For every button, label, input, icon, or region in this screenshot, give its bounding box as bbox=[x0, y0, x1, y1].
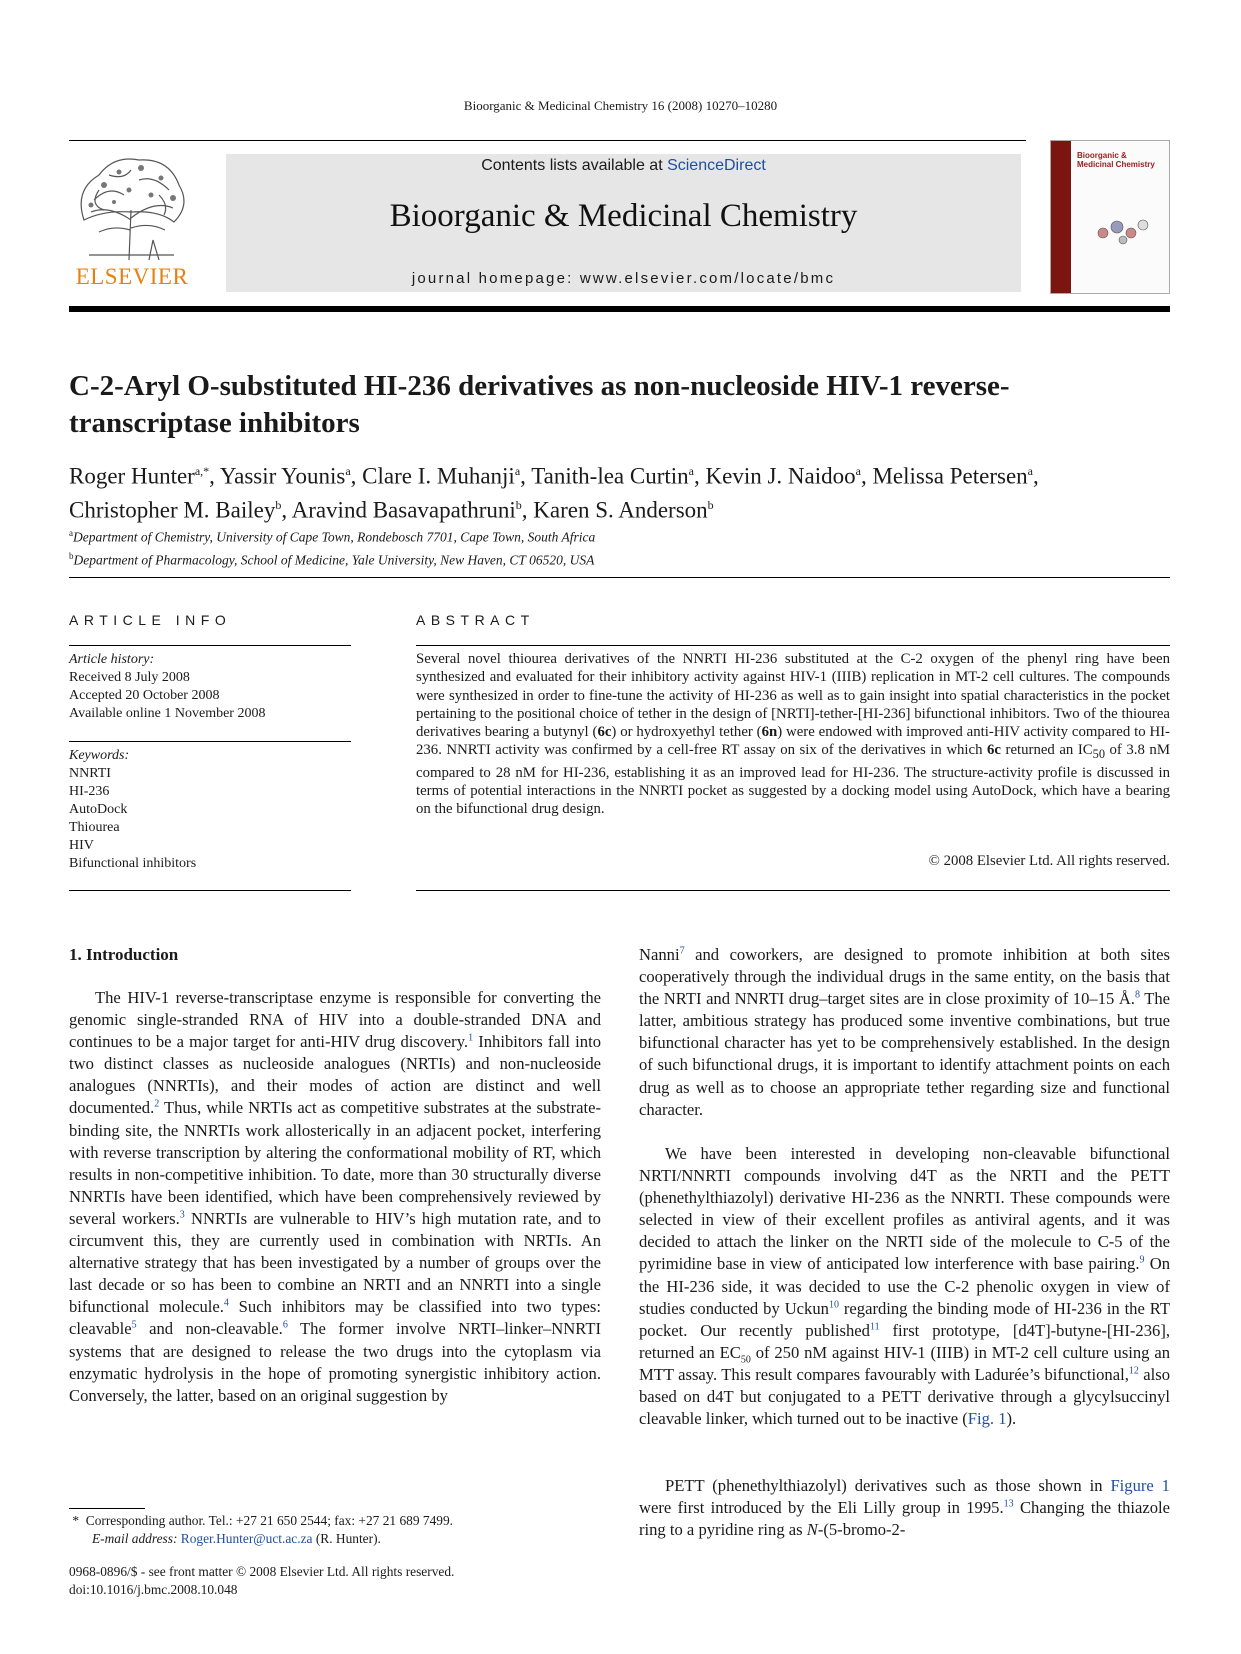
author-affiliation-marker: a,* bbox=[194, 464, 210, 478]
reference-link[interactable]: 4 bbox=[223, 1297, 229, 1309]
contents-prefix: Contents lists available at bbox=[481, 157, 668, 174]
reference-link[interactable]: 11 bbox=[869, 1321, 880, 1333]
reference-link[interactable]: 6 bbox=[282, 1319, 288, 1331]
text-span: NNRTIs are vulnerable to HIV’s high mutation rate, and to circumvent this, they are currently used in combination with NRTIs. An alternative strategy that has been investigated by a number of groups over the last decade or so has been to combine an NRTI and an NNRTI into a single bifunctional molecule. bbox=[69, 1208, 601, 1317]
abstract-span: ) or hydroxyethyl tether ( bbox=[611, 724, 762, 741]
email-suffix: (R. Hunter). bbox=[312, 1531, 381, 1546]
doi-line[interactable]: doi:10.1016/j.bmc.2008.10.048 bbox=[69, 1582, 238, 1597]
reference-link[interactable]: 9 bbox=[1139, 1254, 1145, 1266]
affiliation-text: Department of Pharmacology, School of Medicine, Yale University, New Haven, CT 06520, USA bbox=[73, 552, 595, 567]
author-name: Clare I. Muhanji bbox=[362, 463, 515, 489]
copyright-notice: © 2008 Elsevier Ltd. All rights reserved. bbox=[928, 853, 1170, 869]
reference-link[interactable]: 2 bbox=[154, 1098, 160, 1110]
affiliation-marker: b bbox=[69, 550, 74, 561]
contents-line bbox=[226, 157, 1021, 175]
keyword: NNRTI bbox=[69, 766, 111, 781]
author-separator: , bbox=[860, 463, 873, 489]
journal-homepage[interactable]: journal homepage: www.elsevier.com/locate/bmc bbox=[411, 270, 836, 287]
text-span: also based on d4T but conjugated to a PETT derivative through a glycylsuccinyl cleavable linker, which turned out to be inactive ( bbox=[639, 1364, 1170, 1429]
footnote-email-line bbox=[69, 1530, 609, 1548]
elsevier-tree-icon bbox=[69, 150, 195, 262]
author-name: Tanith-lea Curtin bbox=[531, 463, 689, 489]
history-label: Article history: bbox=[69, 652, 155, 667]
compound-label: 6c bbox=[987, 742, 1001, 759]
author-separator: , bbox=[350, 463, 363, 489]
author-affiliation-marker: a bbox=[345, 464, 351, 478]
issn-line: 0968-0896/$ - see front matter © 2008 Elsevier Ltd. All rights reserved. bbox=[69, 1564, 455, 1579]
author-name: Kevin J. Naidoo bbox=[705, 463, 856, 489]
affiliation-marker: a bbox=[69, 528, 73, 538]
email-link[interactable]: Roger.Hunter@uct.ac.za bbox=[180, 1531, 313, 1546]
author-affiliation-marker: a bbox=[514, 464, 521, 478]
text-span: and non-cleavable. bbox=[136, 1319, 283, 1339]
compound-label: 6c bbox=[597, 724, 612, 741]
text-span: PETT (phenethylthiazolyl) derivatives such as those shown in bbox=[665, 1476, 1111, 1495]
journal-masthead bbox=[226, 154, 1021, 292]
journal-citation: Bioorganic & Medicinal Chemistry 16 (2008) 10270–10280 bbox=[463, 98, 778, 113]
author-affiliation-marker: a bbox=[1027, 464, 1033, 478]
intro-column-2-para-1 bbox=[639, 944, 1170, 1121]
author-name: Aravind Basavapathruni bbox=[291, 497, 516, 523]
text-span: -(5-bromo-2- bbox=[817, 1520, 906, 1540]
author-affiliation-marker: a bbox=[855, 464, 861, 478]
reference-link[interactable]: 3 bbox=[179, 1209, 185, 1221]
text-span: first prototype, [d4T]-butyne-[HI-236], returned an EC bbox=[639, 1320, 1170, 1362]
author-affiliation-marker: b bbox=[515, 497, 522, 512]
elsevier-wordmark: ELSEVIER bbox=[75, 264, 189, 289]
text-span: and coworkers, are designed to promote inhibition at both sites cooperatively through the individual drugs in the same entity, on the basis that the NRTI and NNRTI drug–target sites are in close proximity of 10–15 Å. bbox=[639, 945, 1170, 1009]
abstract-heading: ABSTRACT bbox=[416, 612, 535, 628]
affiliation bbox=[69, 524, 1170, 547]
footnote-text: Corresponding author. Tel.: +27 21 650 2544; fax: +27 21 689 7499. bbox=[85, 1513, 454, 1528]
footnote-rule bbox=[69, 1508, 145, 1509]
affiliations bbox=[69, 524, 1170, 569]
abstract-span: of 3.8 nM compared to 28 nM for HI-236, establishing it as an improved lead for HI-236. The structure-activity profile is discussed in terms of potential interactions in the NNRTI pocket as suggested by a docking model using AutoDock, which have a bearing on the bifunctional drug design. bbox=[416, 742, 1170, 818]
introduction-heading: 1. Introduction bbox=[69, 945, 179, 964]
abstract-span: Several novel thiourea derivatives of the NNRTI HI-236 substituted at the C-2 oxygen of the phenyl ring have been synthesized and evaluated for their inhibitory activity against HIV-1 (IIIB) replication in MT-2 cell cultures. The compounds were synthesized in order to fine-tune the activity of HI-236 as well as to gain insight into spatial characteristics in the pocket pertaining to the positional choice of tether in the design of [NRTI]-tether-[HI-236] bifunctional inhibitors. Two of the thiourea derivatives bearing a butynyl ( bbox=[416, 651, 1170, 741]
reference-link[interactable]: 12 bbox=[1128, 1365, 1139, 1377]
footnote-line bbox=[69, 1512, 609, 1530]
text-span: Nanni bbox=[639, 945, 680, 964]
author-list bbox=[69, 457, 1170, 524]
elsevier-logo bbox=[69, 150, 195, 290]
reference-link[interactable]: 5 bbox=[131, 1319, 137, 1331]
text-span: regarding the binding mode of HI-236 in the RT pocket. Our recently published bbox=[639, 1298, 1170, 1340]
abstract-span: returned an IC bbox=[1001, 742, 1093, 759]
keywords bbox=[69, 747, 351, 873]
intro-column-1 bbox=[69, 987, 601, 1407]
author-separator: , bbox=[694, 463, 706, 489]
compound-label: 6n bbox=[761, 724, 778, 741]
text-span: The former involve NRTI–linker–NNRTI systems that are designed to release the two drugs into the cytoplasm via enzymatic hydrolysis in the hope of promoting synergistic inhibitory action. Conversely, the latter, based on an original suggestion by bbox=[69, 1319, 601, 1405]
text-span: We have been interested in developing non-cleavable bifunctional NRTI/NNRTI compounds involving d4T as the NRTI and the PETT (phenethylthiazolyl) derivative HI-236 as the NNRTI. These compounds were selected in view of their excellent profiles as antiviral agents, and it was decided to attach the linker on the NRTI side of the molecule to C-5 of the pyrimidine base in view of anticipated low interference with base pairing. bbox=[639, 1144, 1170, 1274]
article-info-rule bbox=[69, 645, 351, 646]
header-rule bbox=[69, 140, 1026, 141]
author-affiliation-marker: b bbox=[275, 497, 282, 512]
corresponding-author-footnote bbox=[69, 1512, 609, 1548]
article-info-rule bbox=[69, 890, 351, 891]
history-received: Received 8 July 2008 bbox=[69, 670, 190, 685]
author-separator: , bbox=[209, 463, 220, 489]
text-span: ). bbox=[1006, 1409, 1017, 1429]
journal-cover-thumbnail bbox=[1050, 140, 1170, 294]
history-accepted: Accepted 20 October 2008 bbox=[69, 688, 220, 703]
reference-link[interactable]: 13 bbox=[1003, 1498, 1014, 1510]
author-name: Karen S. Anderson bbox=[533, 497, 708, 523]
abstract-span: ) were endowed with improved anti-HIV activity compared to HI-236. NNRTI activity was confirmed by a cell-free RT assay on six of the derivatives in which bbox=[416, 724, 1170, 759]
subscript: 50 bbox=[740, 1354, 751, 1366]
article-info-heading: ARTICLE INFO bbox=[69, 612, 232, 628]
text-span: were first introduced by the Eli Lilly group in 1995. bbox=[639, 1498, 1004, 1518]
text-span: Changing the thiazole ring to a pyridine ring as bbox=[639, 1498, 1171, 1540]
italic-text: N bbox=[806, 1520, 818, 1540]
reference-link[interactable]: 8 bbox=[1134, 989, 1140, 1001]
author-affiliation-marker: a bbox=[688, 464, 694, 478]
author-separator: , bbox=[521, 497, 534, 523]
keyword: Thiourea bbox=[69, 820, 120, 835]
article-history bbox=[69, 651, 351, 723]
reference-link[interactable]: 1 bbox=[468, 1032, 474, 1044]
cover-spine bbox=[1051, 141, 1071, 293]
author-name: Melissa Petersen bbox=[872, 463, 1028, 489]
author-separator: , bbox=[1033, 463, 1039, 489]
abstract-rule bbox=[416, 645, 1170, 646]
reference-link[interactable]: 10 bbox=[828, 1299, 839, 1311]
author-separator: , bbox=[281, 497, 292, 523]
intro-column-2-para-3 bbox=[639, 1475, 1170, 1541]
section-rule bbox=[69, 577, 1170, 578]
text-span: Inhibitors fall into two distinct classes as nucleoside analogues (NRTIs) and non-nucleoside analogues (NNRTIs), and their modes of action are distinct and well documented. bbox=[69, 1032, 602, 1118]
issn-doi bbox=[69, 1563, 609, 1599]
keyword: Bifunctional inhibitors bbox=[69, 856, 197, 871]
text-span: The latter, ambitious strategy has produced some inventive combinations, but true bifunctional character has yet to be comprehensively established. In the design of such bifunctional drugs, it is important to identify attachment points on each drug as well as to choose an appropriate tether regarding size and functional character. bbox=[639, 989, 1170, 1119]
author-name: Christopher M. Bailey bbox=[69, 497, 276, 523]
article-title: C-2-Aryl O-substituted HI-236 derivatives as non-nucleoside HIV-1 reverse-transcriptase inhibitors bbox=[69, 370, 1010, 439]
author-name: Roger Hunter bbox=[69, 463, 195, 489]
cover-molecule-icon bbox=[1093, 213, 1155, 247]
keywords-label: Keywords: bbox=[69, 748, 130, 763]
author-affiliation-marker: b bbox=[707, 497, 714, 512]
footnote-marker: * bbox=[72, 1513, 80, 1528]
journal-name: Bioorganic & Medicinal Chemistry bbox=[389, 198, 858, 234]
email-label: E-mail address: bbox=[92, 1531, 178, 1546]
text-span: On the HI-236 side, it was decided to use the C-2 phenolic oxygen in view of studies conducted by Uckun bbox=[639, 1254, 1170, 1318]
affiliation-text: Department of Chemistry, University of Cape Town, Rondebosch 7701, Cape Town, South Africa bbox=[73, 529, 596, 545]
text-span: Thus, while NRTIs act as competitive substrates at the substrate-binding site, the NNRTIs work allosterically in an adjacent pocket, interfering with reverse transcription by altering the conformational mobility of RT, which results in non-competitive inhibition. To date, more than 30 structurally diverse NNRTIs have been identified, which have been comprehensively reviewed by several workers. bbox=[69, 1098, 601, 1228]
figure-link[interactable]: Fig. 1 bbox=[967, 1409, 1007, 1429]
affiliation bbox=[69, 547, 1170, 570]
article-info-rule bbox=[69, 741, 351, 742]
author-name: Yassir Younis bbox=[219, 463, 346, 489]
sciencedirect-link[interactable]: ScienceDirect bbox=[667, 157, 766, 174]
keyword: HIV bbox=[69, 838, 94, 853]
figure-link[interactable]: Figure 1 bbox=[1110, 1476, 1170, 1495]
subscript: 50 bbox=[1092, 747, 1105, 762]
keyword: AutoDock bbox=[69, 802, 128, 817]
cover-title: Bioorganic & Medicinal Chemistry bbox=[1077, 151, 1155, 169]
text-span: The HIV-1 reverse-transcriptase enzyme is responsible for converting the genomic single-stranded RNA of HIV into a double-stranded DNA and continues to be a major target for anti-HIV drug discovery. bbox=[69, 988, 601, 1052]
intro-column-2-para-2 bbox=[639, 1143, 1170, 1430]
author-separator: , bbox=[520, 463, 532, 489]
reference-link[interactable]: 7 bbox=[679, 945, 685, 957]
text-span: Such inhibitors may be classified into two types: cleavable bbox=[69, 1297, 601, 1339]
text-span: of 250 nM against HIV-1 (IIIB) in MT-2 cell culture using an MTT assay. This result compares favourably with Ladurée’s bifunctional, bbox=[639, 1342, 1170, 1384]
masthead-thick-rule bbox=[69, 306, 1170, 312]
abstract-rule bbox=[416, 890, 1170, 891]
history-online: Available online 1 November 2008 bbox=[69, 706, 266, 721]
keyword: HI-236 bbox=[69, 784, 110, 799]
abstract-text bbox=[416, 650, 1170, 819]
